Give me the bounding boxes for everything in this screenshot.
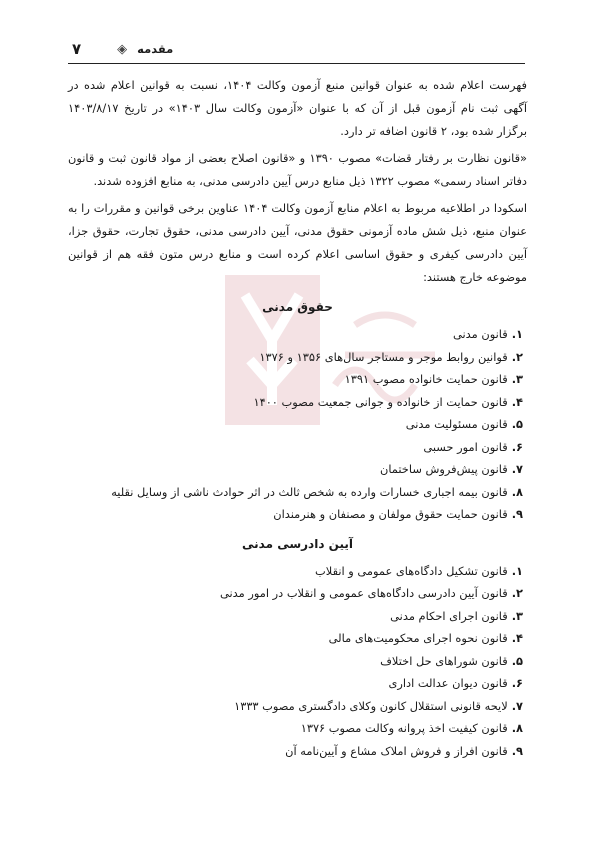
intro-paragraph-1: فهرست اعلام شده به عنوان قوانین منبع آزمون وکالت ۱۴۰۴، نسبت به قوانین اعلام شده در آگهی ثبت نام آزمون قبل از آن که با عنوان «آزمون وکالت سال ۱۴۰۳» در تاریخ ۱۴۰۳/۸/۱۷ برگزار شده بود، ۲ قانون اضافه تر دارد. [68,78,527,138]
list-item: ۶.قانون دیوان عدالت اداری [388,676,523,690]
list-item: ۶.قانون امور حسبی [423,439,523,454]
list-item: ۹.قانون حمایت حقوق مولفان و مصنفان و هنرمندان [273,507,523,521]
page-number: ۷ [72,40,82,58]
intro-paragraph-3: اسکودا در اطلاعیه مربوط به اعلام منابع آزمون وکالت ۱۴۰۴ عناوین برخی قوانین و مقررات را به عنوان منبع، ذیل شش ماده آزمونی حقوق مدنی، آیین دادرسی مدنی، حقوق تجارت، حقوق جزا، آیین دادرسی کیفری و حقوق اساسی اعلام کرده است و منابع درس متون فقه هم از قوانین موضوعه خارج هستند: [68,201,527,284]
list-item: ۸.قانون بیمه اجباری خسارات وارده به شخص ثالث در اثر حوادث ناشی از وسایل نقلیه [111,484,523,499]
header-rule [68,63,525,64]
list-item: ۱.قانون مدنی [453,327,523,341]
list-item: ۹.قانون افراز و فروش املاک مشاع و آیین‌نامه آن [285,743,523,758]
list-item: ۱.قانون تشکیل دادگاه‌های عمومی و انقلاب [315,563,523,578]
list-item: ۴.قانون نحوه اجرای محکومیت‌های مالی [328,631,523,645]
list-item: ۴.قانون حمایت از خانواده و جوانی جمعیت مصوب ۱۴۰۰ [253,394,523,409]
intro-paragraph-2: «قانون نظارت بر رفتار قضات» مصوب ۱۳۹۰ و «قانون اصلاح بعضی از مواد قانون ثبت و قانون دفاتر اسناد رسمی» مصوب ۱۳۲۲ ذیل منابع درس آیین دادرسی مدنی، به منابع افزوده شدند. [68,151,527,188]
civil-law-list [68,323,527,526]
section-title-civil-procedure: آیین دادرسی مدنی [242,536,353,551]
list-item: ۵.قانون مسئولیت مدنی [405,417,523,431]
diamond-ornament-icon: ◈ [117,41,128,57]
section-title-civil-law: حقوق مدنی [262,300,333,314]
civil-procedure-list [68,560,527,763]
list-item: ۵.قانون شوراهای حل اختلاف [380,653,523,668]
list-item: ۲.قانون آیین دادرسی دادگاه‌های عمومی و انقلاب در امور مدنی [219,586,523,600]
list-item: ۲.قوانین روابط موجر و مستاجر سال‌های ۱۳۵۶ و ۱۳۷۶ [259,349,523,364]
page-body [68,74,527,768]
list-item: ۳.قانون اجرای احکام مدنی [390,608,523,623]
running-head-title: مقدمه [137,42,174,56]
list-item: ۷.قانون پیش‌فروش ساختمان [379,462,523,476]
page-header [68,36,525,62]
list-item: ۸.قانون کیفیت اخذ پروانه وکالت مصوب ۱۳۷۶ [300,721,523,735]
list-item: ۷.لایحه قانونی استقلال کانون وکلای دادگستری مصوب ۱۳۳۳ [234,698,523,713]
list-item: ۳.قانون حمایت خانواده مصوب ۱۳۹۱ [344,372,523,386]
